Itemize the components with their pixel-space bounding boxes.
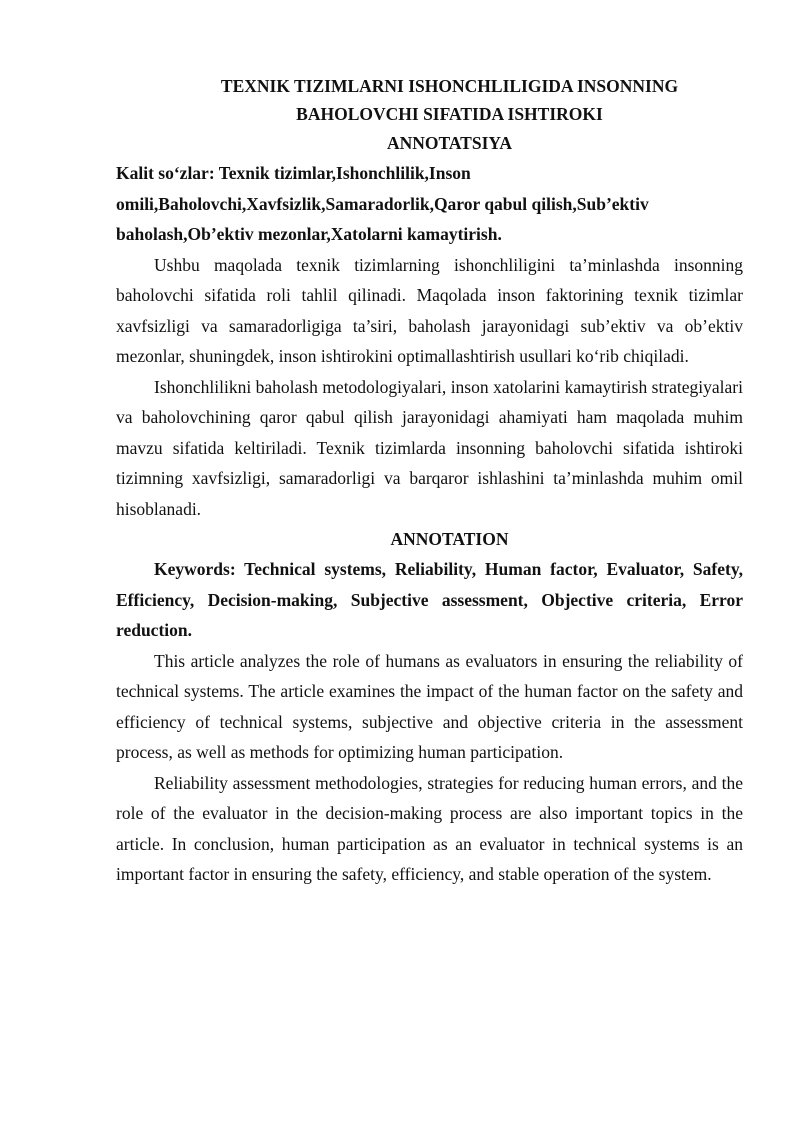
document-page (116, 72, 743, 890)
uz-keywords-line-1: Kalit so‘zlar: Texnik tizimlar,Ishonchlilik,Inson (116, 163, 471, 183)
paper-title (116, 72, 743, 128)
uz-annotation-heading: ANNOTATSIYA (386, 133, 513, 153)
uz-paragraph-2: Ishonchlilikni baholash metodologiyalari, inson xatolarini kamaytirish strategiyalari va baholovchining qaror qabul qilish jarayonidagi ahamiyati ham maqolada muhim mavzu sifatida keltiriladi. Texnik tizimlarda insonning baholovchi sifatida ishtiroki tizimning xavfsizligi, samaradorligi va barqaror ishlashini ta’minlashda muhim omil hisoblanadi. (116, 376, 743, 519)
title-line-1: TEXNIK TIZIMLARNI ISHONCHLILIGIDA INSONNING (220, 76, 679, 96)
en-paragraph-2: Reliability assessment methodologies, strategies for reducing human errors, and the role of the evaluator in the decision-making process are also important topics in the article. In conclusion, human participation as an evaluator in technical systems is an important factor in ensuring the safety, efficiency, and stable operation of the system. (116, 772, 743, 884)
uz-paragraph-1: Ushbu maqolada texnik tizimlarning ishonchliligini ta’minlashda insonning baholovchi sifatida roli tahlil qilinadi. Maqolada inson faktorining texnik tizimlar xavfsizligi va samaradorligiga ta’siri, baholash jarayonidagi sub’ektiv va ob’ektiv mezonlar, shuningdek, inson ishtirokini optimallashtirish usullari ko‘rib chiqiladi. (116, 254, 743, 366)
en-keywords: Keywords: Technical systems, Reliability, Human factor, Evaluator, Safety, Efficiency, Decision-making, Subjective assessment, Objective criteria, Error reduction. (116, 559, 743, 640)
uz-keywords-line-3: baholash,Ob’ektiv mezonlar,Xatolarni kamaytirish. (116, 224, 502, 244)
title-line-2: BAHOLOVCHI SIFATIDA ISHTIROKI (296, 104, 603, 124)
en-paragraph-1: This article analyzes the role of humans as evaluators in ensuring the reliability of technical systems. The article examines the impact of the human factor on the safety and efficiency of technical systems, subjective and objective criteria in the assessment process, as well as methods for optimizing human participation. (116, 650, 743, 762)
uz-keywords (116, 158, 743, 250)
en-annotation-heading: ANNOTATION (390, 529, 509, 549)
uz-keywords-line-2: omili,Baholovchi,Xavfsizlik,Samaradorlik,Qaror qabul qilish,Sub’ektiv (116, 193, 649, 214)
